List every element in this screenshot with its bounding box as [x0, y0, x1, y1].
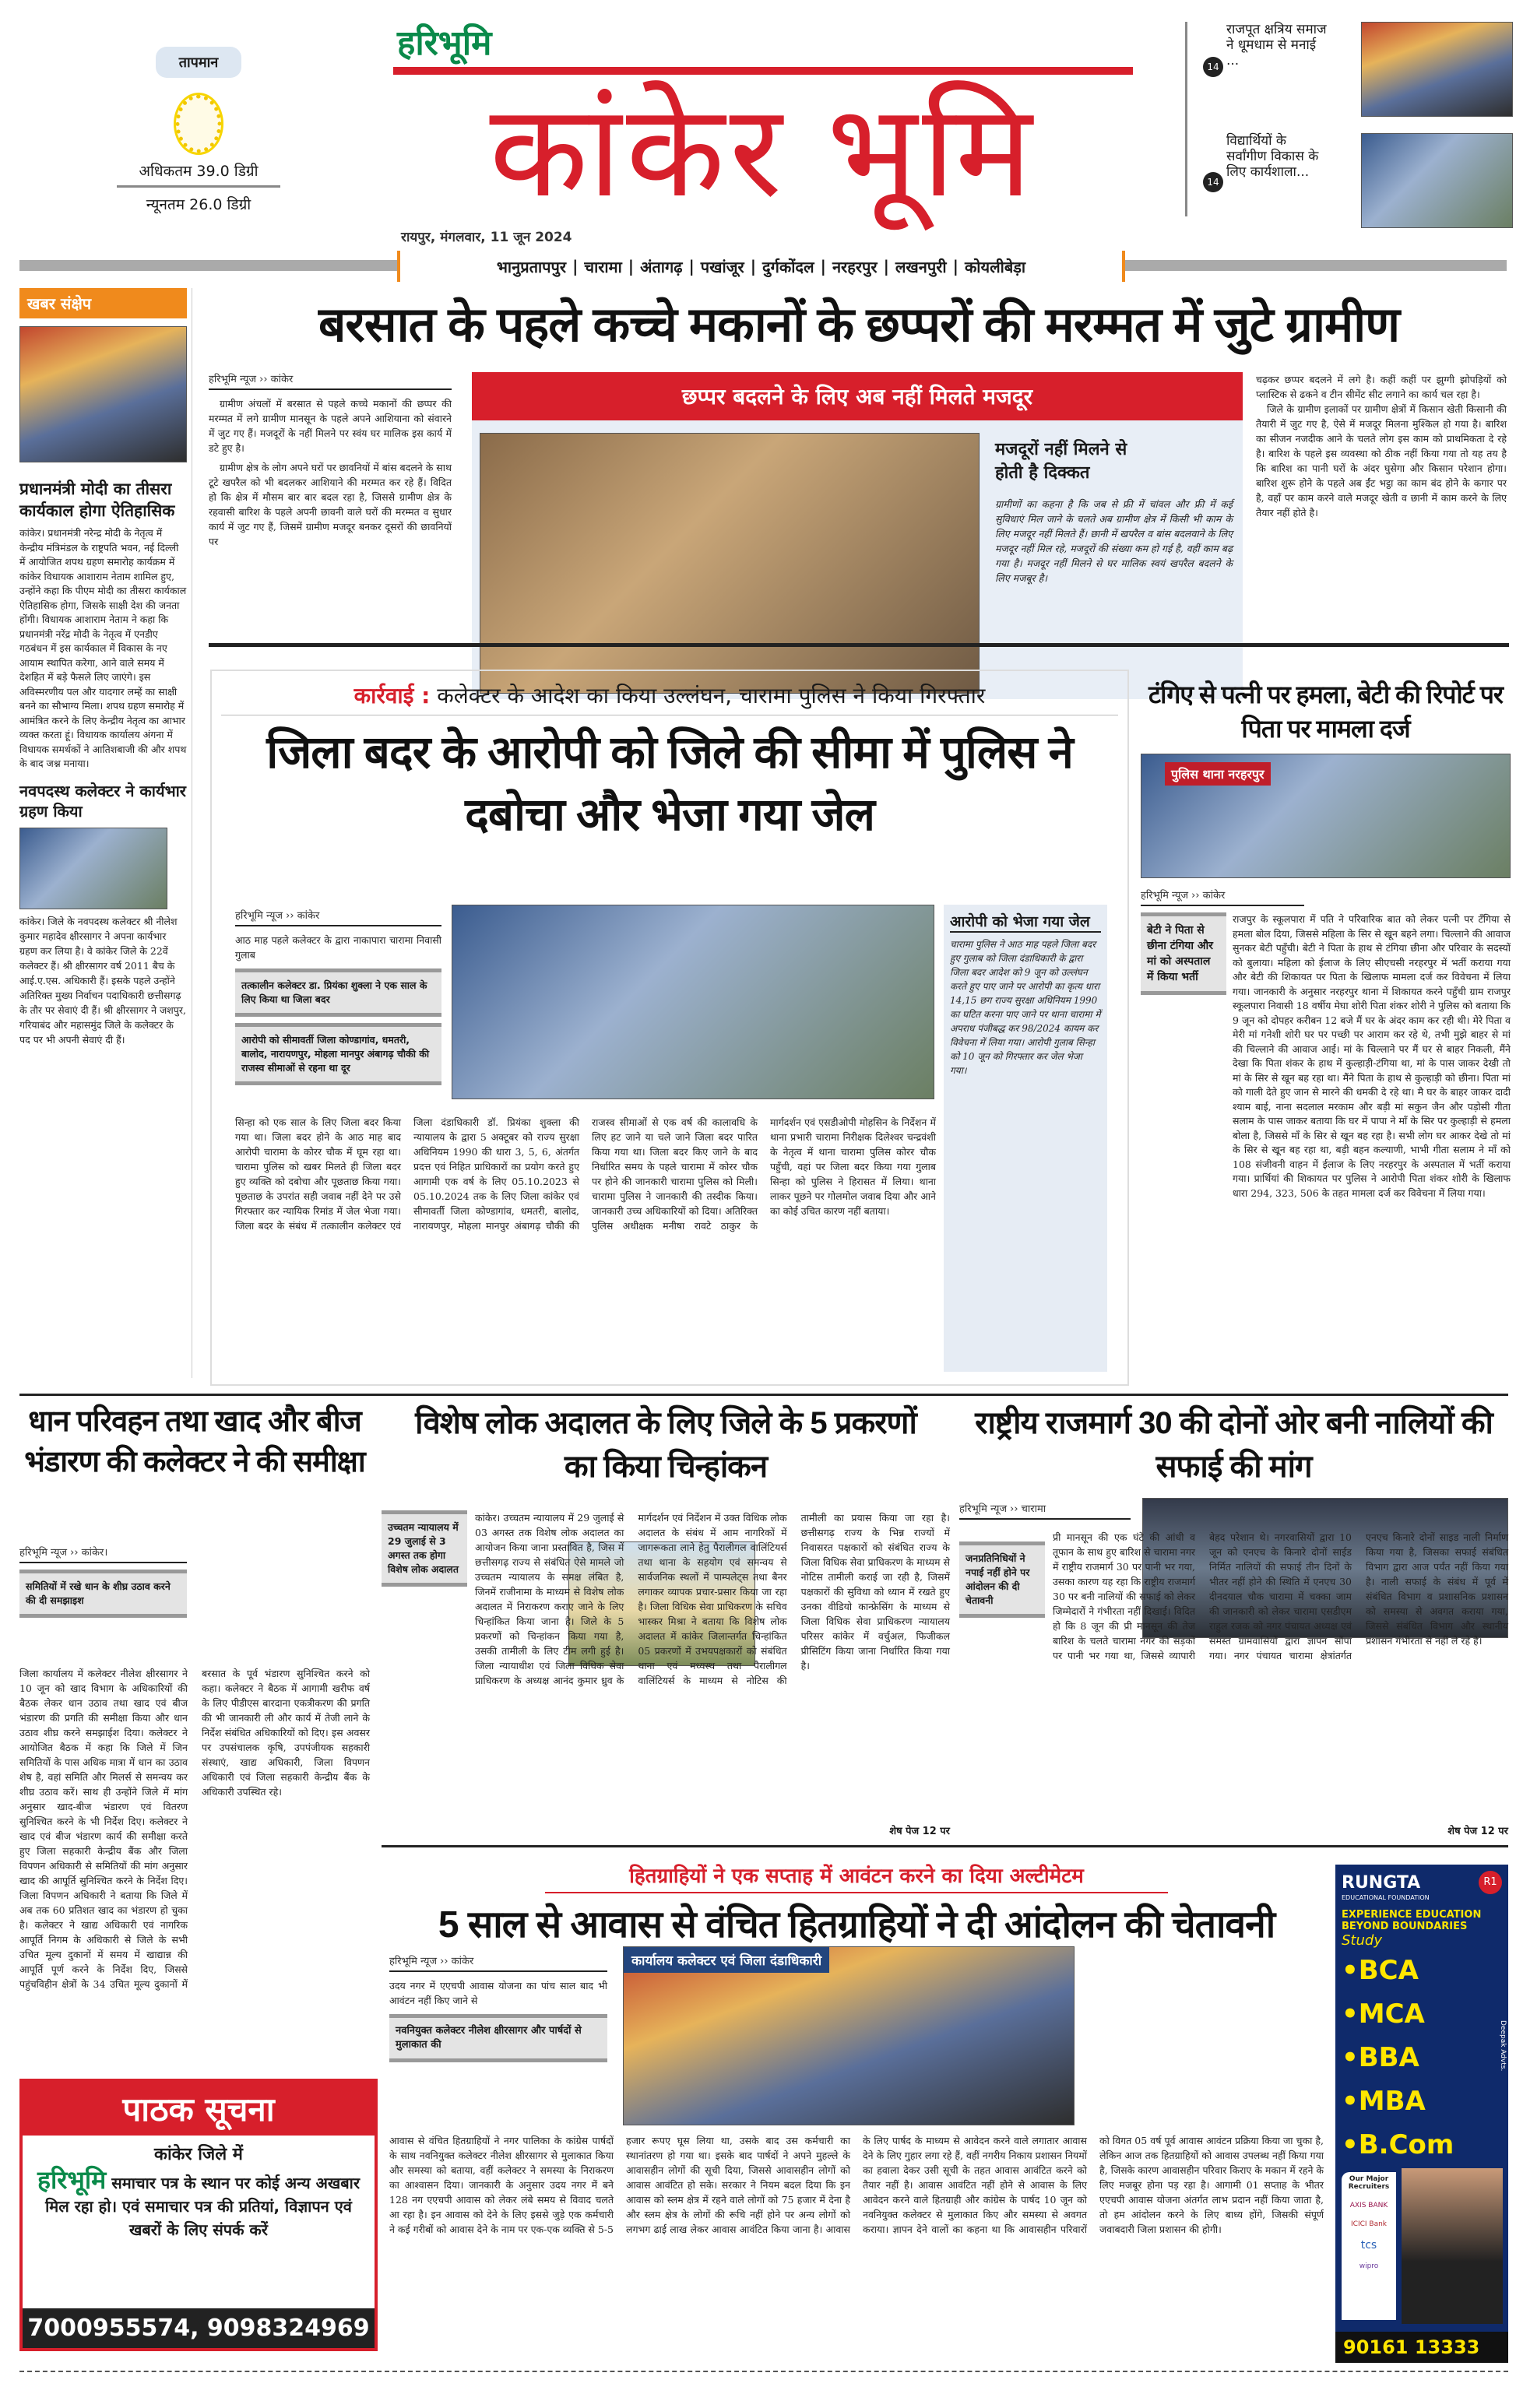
brief-label: खबर संक्षेप [19, 288, 187, 318]
ad-course: •BBA •MBA [1342, 2042, 1426, 2117]
callout: जनप्रतिनिधियों ने नपाई नहीं होने पर आंदोलन की दी चेतावनी [959, 1541, 1045, 1618]
reader-notice [19, 2079, 378, 2351]
arrest-intro: आठ माह पहले कलेक्टर के द्वारा नाकापारा चारामा निवासी गुलाब [235, 934, 441, 961]
teaser[interactable] [1203, 22, 1511, 115]
callout: बेटी ने पिता से छीना टंगिया और मां को अस्पताल में किया भर्ती [1141, 912, 1226, 995]
court-story [382, 1401, 950, 1837]
weather-widget [109, 47, 288, 234]
teaser-text: राजपूत क्षत्रिय समाज ने धूमधाम से मनाई ... [1226, 22, 1327, 69]
teaser-photo [1361, 133, 1513, 228]
town-link[interactable]: लखनपुरी [895, 257, 947, 276]
continued-link[interactable]: शेष पेज 12 पर [889, 1826, 950, 1837]
town-link[interactable]: पखांजूर [700, 257, 744, 276]
byline: हरिभूमि न्यूज ›› कांकेर [209, 368, 452, 390]
assault-body: राजपुर के स्कूलपारा में पति ने परिवारिक बात को लेकर पत्नी पर टँगिया से हमला बोल दिया, जिससे महिला के सिर से खून बहने लगा। चिल्लाने की आवाज सुनकर बेटी पहुँची। बेटी ने पिता के हाथ से टंगिया छीना और परिवार के सदस्यों को बुलाया। महिला को ईलाज के लिए सीएचसी नरहरपुर में भर्ती कराया गया और बेटी की शिकायत पर पिता के खिलाफ मामला दर्ज कर विवेचना में लिया गया। जानकारी के अनुसार नरहरपुर थाना में शिकायत करने पहुँची ग्राम राजपुर स्कूलपारा निवासी 18 वर्षीय मेघा शोरी पिता शंकर शोरी ने पुलिस को बताया कि 9 जून को दोपहर करीबन 12 बजे मैं घर के अंदर काम कर रही थी। मेरे पिता व मेरी मां गनेशी शोरी घर पर पच्छी पर आराम कर रहे थे, तभी मुझे बाहर से मां की चिल्लाने की आवाज आई। मां के चिल्लाने पर मैं घर से बाहर निकली, मैंने देखा कि पिता शंकर के हाथ में कुल्हाड़ी-टंगिया था, मां के पास जाकर देखी तो मां के सिर से खून बह रहा था। मैंने पिता के हाथ से कुल्हाड़ी को छीना। पिता मां को गाली देते हुए जान से मारने की धमकी दे रहे था। मै घर के बाहर जाकर दादी श्याम बाई, नाना सदलाल मरकाम और बड़ी मां सकुन जैन और पड़ोसी गीता सलाम के पास जाकर बताया कि घर में पापा ने माँ के सिर पर कुल्हाड़ी से हमला बोला है, जिससे माँ के सिर से खून बह रहा है। सभी लोग घर आकर देखे तो मां के सिर से खून बह रहा था, बड़ी बहन कल्याणी, भाभी गीता सलाम ने माँ को 108 संजीवनी वाहन में ईलाज के लिए नरहरपुर के अस्पताल में भर्ती कराया गया। प्रार्थियां की शिकायत पर पुलिस ने आरोपी पिता शंकर शोरी के खिलाफ धारा 294, 323, 506 के तहत मामला दर्ज कर विवेचना में लिया गया। [1233, 913, 1511, 1199]
protest-photo: कार्यालय कलेक्टर एवं जिला दंडाधिकारी [623, 1946, 1075, 2125]
recruiter-logo: AXIS BANK [1349, 2202, 1388, 2209]
max-temperature: अधिकतम 39.0 डिग्री [117, 160, 280, 188]
brief-body: कांकेर। प्रधानमंत्री नरेन्द्र मोदी के नेतृत्व में केन्द्रीय मंत्रिमंडल के राष्ट्रपति भवन, नई दिल्ली में आयोजित शपथ ग्रहण समारोह कार्यक्रम में कांकेर विधायक आशाराम नेताम शामिल हुए, उन्होंने कहा कि पीएम मोदी का तीसरा कार्यकाल ऐतिहासिक होगा, जिसके साक्षी देश की जनता होंगी। विधायक आशाराम नेताम ने कहा कि प्रधानमंत्री नरेंद्र मोदी के नेतृत्व में एनडीए गठबंधन में इस कार्यकाल में विकास के नए आयाम स्थापित करेगा, आने वाले समय में देशहित में बड़े फैसले लिए जाएंगे। इस अविस्मरणीय पल और यादगार लम्हें का साक्षी बनने का सौभाग्य मिला। शपथ ग्रहण समारोह में आमंत्रित करने के लिए केन्द्रीय नेतृत्व का आभार व्यक्त करता हूं। विधायक कार्यालय अंगना में विधायक समर्थकों ने आतिशबाजी की और शपथ के बाद जश्न मनाया। [19, 527, 187, 769]
paddy-headline: धान परिवहन तथा खाद और बीज भंडारण की कलेक्टर ने की समीक्षा [24, 1405, 365, 1478]
lead-banner: छप्पर बदलने के लिए अब नहीं मिलते मजदूर [472, 372, 1243, 420]
housing-story [389, 1861, 1324, 2359]
housing-body: आवास से वंचित हितग्राहियों ने नगर पालिका के कांग्रेस पार्षदों के साथ नवनियुक्त कलेक्टर नीलेश क्षीरसागर से मुलाकात किया और समस्या को बताया, वहीं कलेक्टर ने समस्या के निराकरण का आश्वासन दिया। जानकारी के अनुसार उदय नगर में बने 128 नग एएचपी आवास को लेकर लंबे समय से विवाद चलते आ रहा है। इन आवास को देने के लिए इससे जुड़े एक कर्मचारी ने कई गरीबों को आवास देने के नाम पर एक-एक व्यक्ति से 5-5 हजार रूपए घूस लिया था, उसके बाद उस कर्मचारी का स्थानांतरण हो गया था। इसके बाद पार्षदों ने अपने मुहल्ले के आवासहीन लोगों की सूची दिया, जिससे आवासहीन लोगों को आवास आवंटित हो सके। सरकार ने नियम बदल दिया कि इन आवास को स्लम क्षेत्र में रहने वाले लोगों को 75 हजार में देना है और स्लम क्षेत्र के लोगों की रूचि नहीं होने पर अन्य लोगों को लगभग ढाई लाख लेकर आवास आवंटित किया जाना है। आवास के लिए पार्षद के माध्यम से आवेदन करने वाले लगातार आवास देने के लिए गुहार लगा रहे हैं, वहीं नगरीय निकाय प्रशासन नियमों का हवाला देकर उसी सूची के तहत आवास आवंटित करने को तैयार नहीं है। आवास आवंटित नहीं होने से आवास के लिए आवेदन करने वाले हितग्राही और कांग्रेस के पार्षद 10 जून को नवनियुक्त कलेक्टर से मुलाकात किए और समस्या से अवगत कराया। ज्ञापन देने वालों का कहना था कि आवासहीन परिवारों को विगत 05 वर्ष पूर्व आवास आवंटन प्रक्रिया किया जा चुका है, लेकिन आज तक हितग्राहियों को आवास उपलब्ध नहीं किया गया है, जिसके कारण आवासहीन परिवार किराए के मकान में रहने के लिए मजबूर होना पड़ रहा है। आगामी 01 सप्ताह के भीतर एएचपी आवास योजना अंतर्गत लाभ प्रदान नहीं किया जाता है, तो हम आंदोलन करने के लिए बाध्य होंगे, जिसकी संपूर्ण जवाबदारी जिला प्रशासन की होगी। [389, 2135, 1324, 2235]
ad-course: •B.Com [1342, 2129, 1454, 2160]
assault-story [1141, 677, 1511, 1386]
ad-phone: 90161 13333 [1335, 2332, 1508, 2363]
ad-tagline: BEYOND BOUNDARIES [1342, 1921, 1468, 1932]
rungta-ad[interactable] [1335, 1865, 1508, 2363]
byline: हरिभूमि न्यूज ›› कांकेर [389, 1950, 607, 1972]
sidebar-box: आरोपी को भेजा गया जेल चारामा पुलिस ने आठ माह पहले जिला बदर हुए गुलाब को जिला दंडाधिकारी के द्वारा जिला बदर आदेश को 9 जून को उल्लंघन करते हुए पाए जाने पर आरोपी का कृत्य धारा 14,15 छग राज्य सुरक्षा अधिनियम 1990 का घटित करना पाए जाने पर थाना चारामा में अपराध पंजीबद्ध कर 98/2024 कायम कर विवेचना में लिया गया। आरोपी गुलाब सिन्हा को 10 जून को गिरफ्तार कर जेल भेजा गया। [944, 905, 1107, 1372]
notice-line: समाचार पत्र के स्थान पर कोई अन्य अखबार मिल रहा हो। एवं समाचार पत्र की प्रतियां, विज्ञापन एवं खबरों के लिए संपर्क करें [45, 2174, 361, 2239]
highway-headline: राष्ट्रीय राजमार्ग 30 की दोनों ओर बनी नालियों की सफाई की मांग [975, 1406, 1493, 1484]
brief-body: कांकेर। जिले के नवपदस्थ कलेक्टर श्री नीलेश कुमार महादेव क्षीरसागर ने अपना कार्यभार ग्रहण कर लिया है। वे कांकेर जिले के 22वें कलेक्टर हैं। श्री क्षीरसागर वर्ष 2011 बैच के आई.ए.एस. अधिकारी हैं। इसके पहले उन्होंने अतिरिक्त मुख्य निर्वाचन पदाधिकारी छत्तीसगढ़ के तौर पर सेवाएं दी हैं। श्री क्षीरसागर ने जशपुर, गरियाबंद और महासमुंद जिले के कलेक्टर के पद पर भी अपनी सेवाएं दी हैं। [19, 915, 186, 1046]
ad-course: •BCA •MCA [1342, 1955, 1425, 2030]
lead-body-left: ग्रामीण अंचलों में बरसात से पहले कच्चे मकानों की छप्पर की मरम्मत में लगे ग्रामीण मानसून के पहले अपने आशियाना को संवारने में जुट गए हैं। मजदूरों के नहीं मिलने पर स्वंय घर मालिक इस कार्य में डटे हुए है। ग्रामीण क्षेत्र के लोग अपने घरों पर छावनियों में बांस बदलने के साथ टूटे खपरैल को भी बदलकर आशियाने की मरम्मत कर रहे हैं। विदित हो कि क्षेत्र में मौसम बार बार बदल रहा है, जिससे ग्रामीण क्षेत्र के रहवासी बारिश के पहले अपनी छावनी वाले घरों की मरम्मत व सुधार कार्य में जुट गए हैं, जिसमें ग्रामीण मजदूर बनकर दूसरों की छावनियों पर [209, 398, 452, 547]
callout: तत्कालीन कलेक्टर डा. प्रियंका शुक्ला ने एक साल के लिए किया था जिला बदर [235, 968, 441, 1017]
brief-photo [19, 326, 187, 462]
police-station-photo: पुलिस थाना नरहरपुर [1141, 754, 1511, 878]
byline: हरिभूमि न्यूज ›› कांकेर [235, 905, 441, 926]
paddy-story [19, 1401, 370, 2001]
teasers [1185, 22, 1508, 216]
housing-kicker: हितग्राहियों ने एक सप्ताह में आवंटन करने का दिया अल्टीमेटम [545, 1861, 1168, 1893]
brand-logo: हरिभूमि [397, 24, 492, 62]
recruiters-label: Our Major Recruiters [1348, 2175, 1390, 2191]
court-body: कांकेर। उच्चतम न्यायालय में 29 जुलाई से 03 अगस्त तक विशेष लोक अदालत का आयोजन किया जाना प्रस्तावित है, जिस में छत्तीसगढ़ राज्य से संबंधित ऐसे मामले जो उच्चतम न्यायालय के समक्ष लंबित है, जिनमें राजीनामा के माध्यम से विशेष लोक अदालत में निराकरण कराए जाने के लिए चिन्हांकित किया जाना है। जिले के 5 प्रकरणों को चिन्हांकन किया गया है, उसकी तामीली के लिए टीम लगी हुई है। जिला न्यायाधीश एवं जिला विधिक सेवा प्राधिकरण के अध्यक्ष आनंद कुमार ध्रुव के मार्गदर्शन एवं निर्देशन में उक्त विधिक लोक अदालत के संबंध में आम नागरिकों में जागरूकता लाने हेतु पैरालीगल वालिंटियर्स तथा थाना के सहयोग एवं समन्वय से सार्वजनिक स्थलों में पाम्पलेट्स तथा बैनर लगाकर व्यापक प्रचार-प्रसार किया जा रहा है। जिला विधिक सेवा प्राधिकरण के सचिव भास्कर मिश्रा ने बताया कि विशेष लोक अदालत में कांकेर जिलान्तर्गत चिन्हांकित 05 प्रकरणों में उभयपक्षकारों को संबंधित थाना एवं मध्यस्थ तथा पैरालीगल वालिंटियर्स के माध्यम से नोटिस की तामीली का प्रयास किया जा रहा है। छत्तीसगढ़ राज्य के भिन्न राज्यों में निवासरत पक्षकारों को संबंधित राज्य के जिला विधिक सेवा प्राधिकरण के माध्यम से नोटिस तामीली कराई जा रही है, जिसमें पक्षकारों की सुविधा को ध्यान में रखते हुए उनका वीडियो कान्फ्रेसिंग के माध्यम से जिला विधिक सेवा प्राधिकरण न्यायालय परिसर कांकेर में वर्चुअल, फिजीकल प्रीसिटिंग किया जाना निर्धारित किया गया है। [475, 1512, 950, 1686]
arrest-story [210, 670, 1129, 1386]
masthead-logo [393, 23, 1133, 249]
continued-link[interactable]: शेष पेज 12 पर [1447, 1826, 1508, 1837]
court-headline: विशेष लोक अदालत के लिए जिले के 5 प्रकरणों का किया चिन्हांकन [415, 1406, 916, 1484]
assault-headline: टंगिए से पत्नी पर हमला, बेटी की रिपोर्ट पर पिता पर मामला दर्ज [1148, 680, 1503, 743]
ad-tagline: EXPERIENCE EDUCATION [1342, 1909, 1482, 1921]
notice-title: पाठक सूचना [23, 2082, 375, 2136]
byline: हरिभूमि न्यूज ›› चारामा [959, 1498, 1131, 1520]
arrest-kicker: कार्रवाई : कलेक्टर के आदेश का किया उल्लंघन, चारामा पुलिस ने किया गिरफ्तार [221, 680, 1118, 715]
ad-side-text: Deepak Advts. [1499, 2020, 1507, 2072]
town-link[interactable]: कोयलीबेड़ा [964, 257, 1026, 276]
brief-title: प्रधानमंत्री मोदी का तीसरा कार्यकाल होगा ऐतिहासिक [19, 480, 175, 520]
recruiter-logo: ICICI Bank [1351, 2220, 1387, 2228]
brief-title: नवपदस्थ कलेक्टर ने कार्यभार ग्रहण किया [19, 781, 186, 821]
town-link[interactable]: भानुप्रतापपुर [496, 257, 567, 276]
highway-story [959, 1401, 1508, 1837]
notice-phones: 7000955574, 9098324969 [23, 2308, 375, 2348]
arrest-body: सिन्हा को एक साल के लिए जिला बदर किया गया था। जिला बदर होने के आठ माह बाद आरोपी चारामा के कोरर चौक में घूम रहा था। चारामा पुलिस को खबर मिलते ही जिला बदर हुए व्यक्ति को दबोचा और पूछताछ किया गया। पूछताछ के उपरांत सही जवाब नहीं देने पर उसे गिरफ्तार कर न्यायिक रिमांड में जेल भेजा गया। जिला बदर के संबंध में तत्कालीन कलेक्टर एवं जिला दंडाधिकारी डॉ. प्रियंका शुक्ला की न्यायालय के द्वारा 5 अक्टूबर को राज्य सुरक्षा अधिनियम 1990 की धारा 3, 5, 6, अंतर्गत प्रदत्त एवं निहित प्राधिकारों का प्रयोग करते हुए आगामी एक वर्ष के लिए 05.10.2023 से 05.10.2024 तक के लिए जिला कांकेर एवं सीमावर्ती जिला कोण्डागांव, धमतरी, बालोद, नारायणपुर, मोहला मानपुर अंबागढ़ चौकी की राजस्व सीमाओं से एक वर्ष की कालावधि के लिए हट जाने या चले जाने जिला बदर पारित किया गया था। जिला बदर किए जाने के बाद निर्धारित समय के पहले चारामा में कोरर चौक पर होने की जानकारी चारामा पुलिस को मिली। चारामा पुलिस ने जानकारी की तस्दीक किया। जानकारी उच्च अधिकारियों को दिया। अतिरिक्त पुलिस अधीक्षक मनीषा रावटे ठाकुर के मार्गदर्शन एवं एसडीओपी मोहसिन के निर्देशन में थाना प्रभारी चारामा निरीक्षक दिलेश्वर चन्द्रवंशी के नेतृत्व में थाना चारामा पुलिस कोरर चौक पहुँची, वहां पर जिला बदर किया गया गुलाब सिन्हा को पुलिस ने हिरासत में लिया। थाना लाकर पूछने पर गोलमोल जवाब दिया और आने का कोई उचित कारण नहीं बताया। [235, 1116, 936, 1232]
weather-label: तापमान [156, 47, 241, 78]
recruiter-logo: wipro [1359, 2262, 1379, 2270]
police-photo [452, 905, 934, 1099]
hut-photo [480, 433, 980, 694]
notice-line: कांकेर जिले में [154, 2145, 243, 2164]
byline: हरिभूमि न्यूज ›› कांकेर। [19, 1541, 187, 1563]
student-photo [1402, 2168, 1503, 2324]
callout: समितियों में रखे धान के शीघ्र उठाव करने की दी समझाइश [19, 1570, 187, 1618]
ad-brand-sub: EDUCATIONAL FOUNDATION [1342, 1894, 1430, 1901]
notice-brand: हरिभूमि [37, 2165, 107, 2195]
side-body: ग्रामीणों का कहना है कि जब से फ्री में चांवल और फ्री में कई सुविधाएं मिल जाने के चलते अब ग्रामीण क्षेत्र में किसी भी काम के लिए मजदूर नहीं मिलते हैं। छानी में खपरैल व बांस बदलवाने के लिए मजदूर नहीं मिल रहे, मजदूरों की संख्या कम हो गई है, वहीं काम बढ़ गया है। मजदूर नहीं मिलने से घर मालिक स्वयं खपरैल बदलने के लिए मजबूर है। [995, 498, 1233, 584]
byline: हरिभूमि न्यूज ›› कांकेर [1141, 884, 1304, 906]
town-link[interactable]: नरहरपुर [832, 257, 878, 276]
arrest-headline: जिला बदर के आरोपी को जिले की सीमा में पुलिस ने दबोचा और भेजा गया जेल [266, 727, 1073, 840]
lead-headline: बरसात के पहले कच्चे मकानों के छप्परों की मरम्मत में जुटे ग्रामीण [318, 298, 1400, 352]
lead-story [209, 294, 1509, 637]
paddy-body: जिला कार्यालय में कलेक्टर नीलेश क्षीरसागर ने 10 जून को खाद विभाग के अधिकारियों की बैठक लेकर धान उठाव तथा खाद एवं बीज भंडारण की प्रगति की समीक्षा किया और धान उठाव शीघ्र करने समझाईश दिया। कलेक्टर ने आयोजित बैठक में कहा कि जिले में जिन समितियों के पास अधिक मात्रा में धान का उठाव शेष है, वहां समिति और मिलर्स से समन्वय कर शीघ्र उठाव करें। साथ ही उन्होंने जिले में मांग अनुसार खाद-बीज भंडारण एवं वितरण सुनिश्चित करने के भी निर्देश दिए। कलेक्टर ने खाद एवं बीज भंडारण कार्य की समीक्षा करते हुए जिला सहकारी केन्द्रीय बैंक और जिला विपणन अधिकारी से समितियों की मांग अनुसार खाद की आपूर्ति सुनिश्चित करने के निर्देश दिए। जिला विपणन अधिकारी ने बताया कि जिले में अब तक 60 प्रतिशत खाद का भंडारण हो चुका है। कलेक्टर ने खाद्य अधिकारी एवं नागरिक आपूर्ति निगम के अधिकारी से जिले के सभी उचित मूल्य दुकानों में समय में खाद्यान्न की आपूर्ति पूर्ण करने के निर्देश दिए, जिससे पहुंचविहीन क्षेत्रों के 34 उचित मूल्य दुकानों में बरसात के पूर्व भंडारण सुनिश्चित करने को कहा। कलेक्टर ने बैठक में आगामी खरीफ वर्ष के लिए पीडीएस बारदाना एकत्रीकरण की प्रगति की भी जानकारी ली और कार्य में तेजी लाने के निर्देश संबंधित अधिकारियों को दिए। इस अवसर पर उपसंचालक कृषि, उपपंजीयक सहकारी संस्थाएं, खाद्य अधिकारी, जिला विपणन अधिकारी एवं जिला सहकारी केन्द्रीय बैंक के अधिकारी उपस्थित रहे। [19, 1668, 370, 1990]
page-badge: 14 [1203, 57, 1223, 77]
callout: उच्चतम न्यायालय में 29 जुलाई से 3 अगस्त तक होगा विशेष लोक अदालत [382, 1510, 467, 1587]
callout: नवनियुक्त कलेक्टर नीलेश क्षीरसागर और पार्षदों से मुलाकात की [389, 2014, 607, 2062]
town-bar: भानुप्रतापपुर | चारामा | अंतागढ़ | पखांजूर | दुर्गकोंदल | नरहरपुर | लखनपुरी | कोयलीबेड़ा [19, 251, 1507, 282]
town-link[interactable]: चारामा [584, 257, 622, 276]
housing-headline: 5 साल से आवास से वंचित हितग्राहियों ने दी आंदोलन की चेतावनी [438, 1904, 1275, 1946]
housing-intro: उदय नगर में एएचपी आवास योजना का पांच साल बाद भी आवंटन नहीं किए जाने से [389, 1980, 607, 2006]
teaser-photo [1361, 22, 1513, 117]
newspaper-title: कांकेर भूमि [393, 67, 1133, 227]
sun-icon [176, 95, 221, 153]
news-brief-column [19, 288, 192, 1378]
town-link[interactable]: अंतागढ़ [640, 257, 683, 276]
ad-study: Study [1342, 1932, 1382, 1949]
highway-body: प्री मानसून की एक घंटे की आंधी व तूफान के साथ हुए बारिश से चारामा नगर में राष्ट्रीय राजमार्ग 30 पर पानी भर गया, उसका कारण यह रहा कि राष्ट्रीय राजमार्ग 30 पर बनी नालियों की सफाई को लेकर जिम्मेदारों ने गंभीरता नहीं दिखाई। विदित हो कि 8 जून की प्री मानसून की तेज बारिश के चलते चारामा नगर की सड़कों पर पानी भर गया था, जिससे व्यापारी बेहद परेशान थे। नगरवासियों द्वारा 10 जून को एनएच के किनारे दोनों साईड निर्मित नालियों की सफाई तीन दिनों के भीतर नहीं होने की स्थिति में एनएच 30 दीनदयाल चौक चारामा में चक्का जाम की जानकारी को लेकर चारामा एसडीएम राहुल रजक को नगर पंचायत अध्यक्ष एवं समस्त ग्रामवासियों द्वारा ज्ञापन सौंपा गया। नगर पंचायत चारामा क्षेत्रांतर्गत एनएच किनारे दोनों साइड नाली निर्माण किया गया है, जिसका सफाई संबंधित विभाग द्वारा आज पर्यंत नहीं किया गया है। नाली सफाई के संबंध में पूर्व में संबंधित विभाग व प्रशासनिक प्रशासन को समस्या से अवगत कराया गया, जिससे संबंधित विभाग और स्थानीय प्रशासन गंभीरता से नहीं ले रहे है। [1053, 1531, 1508, 1661]
callout: आरोपी को सीमावर्ती जिला कोण्डागांव, धमतरी, बालोद, नारायणपुर, मोहला मानपुर अंबागढ़ चौकी की राजस्व सीमाओं से रहना था दूर [235, 1023, 441, 1085]
town-link[interactable]: दुर्गकोंदल [762, 257, 814, 276]
ad-brand: RUNGTA [1342, 1872, 1421, 1893]
ad-badge: R1 [1479, 1871, 1502, 1894]
page-badge: 14 [1203, 172, 1223, 192]
brief-photo [19, 828, 167, 909]
side-title: मजदूरों नहीं मिलने से होती है दिक्कत [995, 440, 1127, 483]
recruiter-logo: tcs [1360, 2239, 1377, 2252]
min-temperature: न्यूनतम 26.0 डिग्री [146, 196, 251, 213]
teaser[interactable] [1203, 133, 1511, 227]
lead-body-right: चढ़कर छप्पर बदलने में लगे है। कहीं कहीं पर झुग्गी झोपड़ियों को प्लास्टिक से ढकने व टीन सीमेंट सीट लगाने का कार्य चल रहा है। जिले के ग्रामीण इलाकों पर ग्रामीण क्षेत्रों में किसान खेती किसानी की तैयारी में जुट गए है, ऐसे में मजदूर मिलना मुश्किल हो गया है। बारिश का सीजन नजदीक आने के चलते लोग इस काम को प्राथमिकता दे रहे है। बारिश के पहले इस व्यवस्था को ठीक नहीं किया गया तो यह तय है कि बारिश का पानी घरों के अंदर घुसेगा और किसान परेशान होगा। बारिश शुरू होने के पहले अब ईंट भट्ठा का काम बंद होने के कगार पर है, वहाँ पर काम करने वाले मजदूर खेती व छानी में काम करने के लिए तैयार नहीं होते है। [1256, 374, 1507, 519]
dateline: रायपुर, मंगलवार, 11 जून 2024 [401, 230, 572, 245]
teaser-text: विद्यार्थियों के सर्वांगीण विकास के लिए कार्यशाला... [1226, 133, 1319, 180]
